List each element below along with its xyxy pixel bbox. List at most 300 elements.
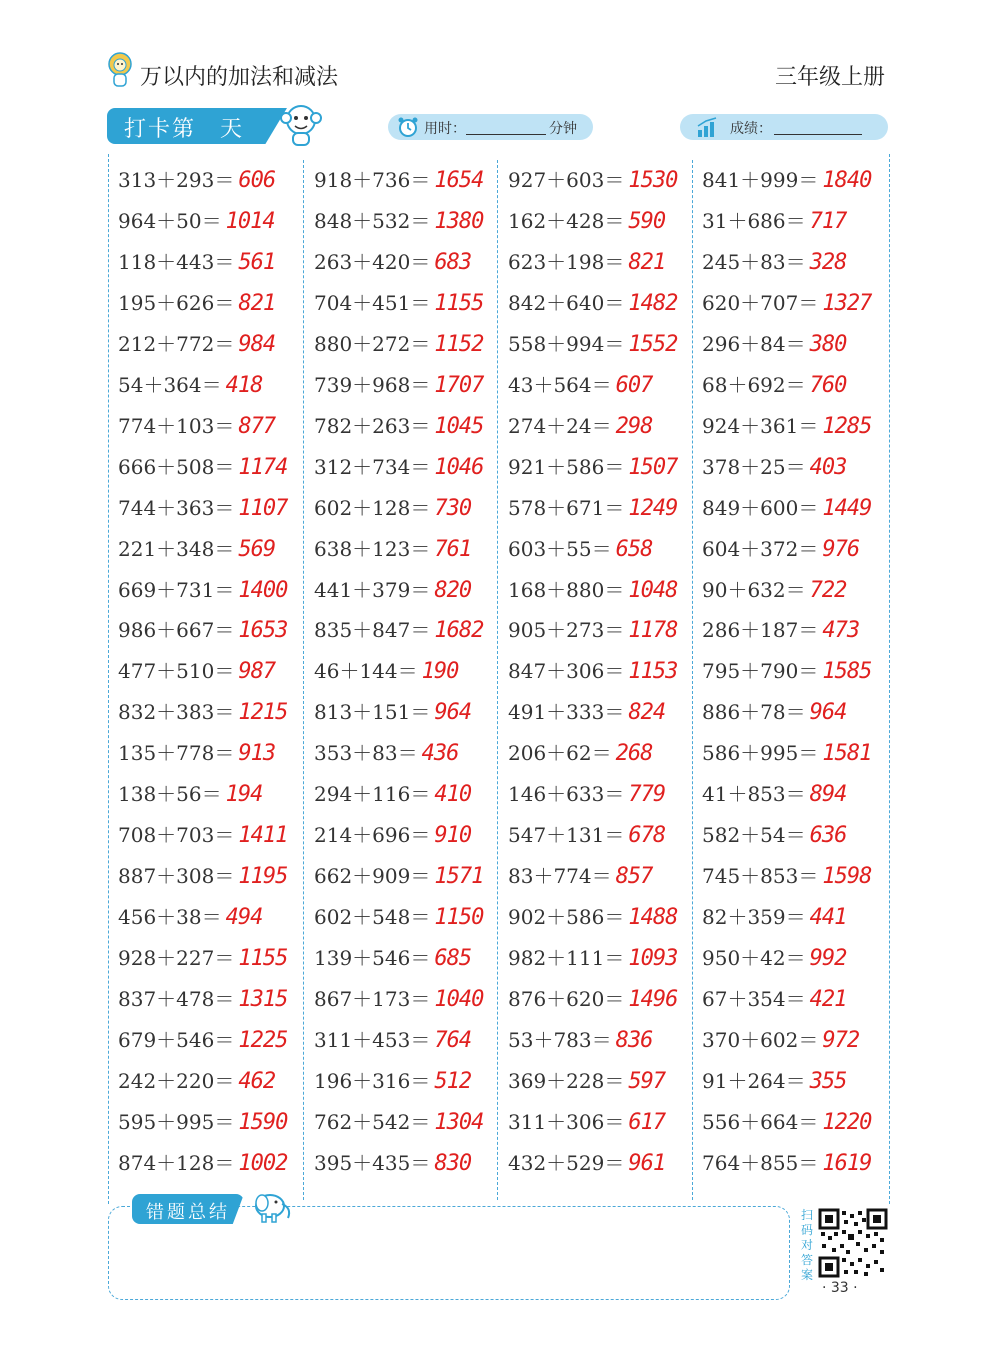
handwritten-answer[interactable]: 607 — [615, 372, 653, 398]
problem-item — [118, 574, 287, 603]
handwritten-answer[interactable]: 717 — [809, 208, 847, 234]
handwritten-answer[interactable]: 1488 — [628, 905, 678, 931]
time-input-line[interactable] — [466, 134, 546, 135]
handwritten-answer[interactable]: 1530 — [628, 168, 678, 193]
problem-item — [508, 1147, 665, 1176]
handwritten-answer[interactable]: 1400 — [238, 577, 288, 603]
handwritten-answer[interactable]: 1014 — [225, 208, 275, 234]
problem-item — [508, 246, 665, 275]
handwritten-answer[interactable]: 1093 — [628, 946, 678, 972]
problem-item — [508, 492, 677, 521]
problem-item — [702, 737, 871, 766]
handwritten-answer[interactable]: 512 — [434, 1068, 472, 1094]
handwritten-answer[interactable]: 1411 — [238, 823, 288, 849]
problem-item — [508, 1106, 665, 1135]
handwritten-answer[interactable]: 894 — [809, 782, 847, 808]
handwritten-answer[interactable]: 1304 — [434, 1109, 484, 1135]
problem-question: 928＋227＝ — [118, 946, 235, 971]
handwritten-answer[interactable]: 1619 — [822, 1150, 872, 1176]
problem-item — [508, 942, 677, 971]
handwritten-answer[interactable]: 1153 — [628, 659, 678, 685]
handwritten-answer[interactable]: 964 — [809, 700, 847, 726]
handwritten-answer[interactable]: 658 — [615, 536, 653, 562]
handwritten-answer[interactable]: 636 — [809, 823, 847, 849]
handwritten-answer[interactable]: 1707 — [434, 372, 484, 398]
handwritten-answer[interactable]: 1195 — [238, 864, 288, 890]
problem-item — [314, 164, 483, 193]
problem-question: 704＋451＝ — [314, 290, 431, 315]
problem-question: 604＋372＝ — [702, 536, 819, 561]
page-number: · 33 · — [822, 1280, 858, 1296]
handwritten-answer[interactable]: 1220 — [822, 1109, 872, 1135]
problem-question: 638＋123＝ — [314, 536, 431, 561]
problem-question: 83＋774＝ — [508, 864, 612, 889]
problem-item — [508, 328, 677, 357]
problem-item — [702, 983, 846, 1012]
checkin-label: 打卡第 天 — [124, 117, 245, 142]
handwritten-answer[interactable]: 1046 — [434, 454, 484, 480]
problem-question: 456＋38＝ — [118, 905, 222, 930]
handwritten-answer[interactable]: 1045 — [434, 413, 484, 439]
handwritten-answer[interactable]: 268 — [615, 741, 653, 767]
problem-item — [508, 819, 665, 848]
page-title: 万以内的加法和减法 — [140, 65, 339, 90]
handwritten-answer[interactable]: 761 — [434, 536, 472, 562]
problem-question: 867＋173＝ — [314, 987, 431, 1011]
lion-icon — [106, 52, 134, 88]
problem-item — [702, 574, 846, 603]
problem-question: 679＋546＝ — [118, 1027, 235, 1052]
problem-question: 556＋664＝ — [702, 1109, 819, 1134]
handwritten-answer[interactable]: 1590 — [238, 1109, 288, 1135]
problem-item — [314, 287, 483, 316]
handwritten-answer[interactable]: 190 — [421, 659, 459, 685]
handwritten-answer[interactable]: 821 — [628, 249, 666, 275]
handwritten-answer[interactable]: 1653 — [238, 618, 288, 644]
problem-question: 370＋602＝ — [702, 1027, 819, 1052]
handwritten-answer[interactable]: 964 — [434, 700, 472, 726]
problem-item — [118, 492, 287, 521]
problem-question: 964＋50＝ — [118, 208, 222, 233]
problem-item — [508, 164, 677, 193]
handwritten-answer[interactable]: 1150 — [434, 905, 484, 931]
handwritten-answer[interactable]: 298 — [615, 413, 653, 439]
problem-question: 395＋435＝ — [314, 1150, 431, 1175]
handwritten-answer[interactable]: 418 — [225, 372, 263, 398]
problem-question: 886＋78＝ — [702, 700, 806, 725]
problem-item — [314, 983, 483, 1012]
problem-question: 135＋778＝ — [118, 741, 235, 766]
problem-question: 927＋603＝ — [508, 168, 625, 192]
handwritten-answer[interactable]: 1225 — [238, 1027, 288, 1053]
handwritten-answer[interactable]: 961 — [628, 1150, 666, 1176]
handwritten-answer[interactable]: 617 — [628, 1109, 666, 1135]
problem-item — [118, 1106, 287, 1135]
problem-item — [314, 1106, 483, 1135]
problem-item — [702, 369, 846, 398]
problem-item — [508, 778, 665, 807]
problem-item — [702, 655, 871, 684]
handwritten-answer[interactable]: 1585 — [822, 659, 872, 685]
problem-item — [508, 369, 652, 398]
problem-item — [508, 1024, 652, 1053]
handwritten-answer[interactable]: 1107 — [238, 495, 288, 521]
problem-item — [118, 246, 275, 275]
problem-question: 138＋56＝ — [118, 782, 222, 807]
qr-code[interactable] — [818, 1208, 888, 1278]
problem-question: 837＋478＝ — [118, 987, 235, 1011]
problem-question: 558＋994＝ — [508, 331, 625, 356]
handwritten-answer[interactable]: 730 — [434, 495, 472, 521]
problem-item — [702, 451, 846, 480]
score-label: 成绩： — [730, 121, 772, 137]
handwritten-answer[interactable]: 821 — [238, 290, 276, 316]
problem-question: 294＋116＝ — [314, 782, 431, 807]
problem-item — [702, 533, 859, 562]
problem-item — [702, 901, 846, 930]
problem-question: 369＋228＝ — [508, 1068, 625, 1093]
handwritten-answer[interactable]: 1598 — [822, 864, 872, 890]
handwritten-answer[interactable]: 992 — [809, 946, 847, 972]
problem-question: 67＋354＝ — [702, 987, 806, 1011]
time-unit: 分钟 — [549, 121, 577, 137]
problem-question: 623＋198＝ — [508, 249, 625, 274]
handwritten-answer[interactable]: 569 — [238, 536, 276, 562]
problem-item — [314, 205, 483, 234]
handwritten-answer[interactable]: 1496 — [628, 987, 678, 1012]
handwritten-answer[interactable]: 1155 — [434, 290, 484, 316]
problem-question: 924＋361＝ — [702, 413, 819, 438]
problem-item — [702, 778, 846, 807]
problem-question: 43＋564＝ — [508, 372, 612, 397]
handwritten-answer[interactable]: 683 — [434, 249, 472, 275]
handwritten-answer[interactable]: 857 — [615, 864, 653, 890]
problem-item — [118, 778, 262, 807]
problem-question: 986＋667＝ — [118, 618, 235, 643]
problem-question: 832＋383＝ — [118, 700, 235, 725]
problem-question: 311＋306＝ — [508, 1109, 625, 1134]
handwritten-answer[interactable]: 760 — [809, 372, 847, 398]
problem-item — [314, 696, 471, 725]
problem-question: 744＋363＝ — [118, 495, 235, 520]
problem-item — [508, 614, 677, 643]
problem-question: 212＋772＝ — [118, 331, 235, 356]
handwritten-answer[interactable]: 764 — [434, 1027, 472, 1053]
problem-item — [702, 696, 846, 725]
handwritten-answer[interactable]: 494 — [225, 905, 263, 931]
problem-question: 263＋420＝ — [314, 249, 431, 274]
mistake-summary-label: 错题总结 — [146, 1202, 230, 1223]
handwritten-answer[interactable]: 462 — [238, 1068, 276, 1094]
handwritten-answer[interactable]: 328 — [809, 249, 847, 275]
problem-question: 782＋263＝ — [314, 413, 431, 438]
handwritten-answer[interactable]: 1048 — [628, 577, 678, 603]
problem-question: 842＋640＝ — [508, 290, 625, 315]
problem-question: 876＋620＝ — [508, 987, 625, 1011]
problem-question: 602＋548＝ — [314, 905, 431, 930]
problem-item — [702, 819, 846, 848]
bar-chart-icon — [696, 116, 720, 138]
problem-item — [118, 655, 275, 684]
problem-item — [702, 164, 871, 193]
handwritten-answer[interactable]: 1249 — [628, 495, 678, 521]
problem-item — [118, 205, 275, 234]
handwritten-answer[interactable]: 1449 — [822, 495, 872, 521]
handwritten-answer[interactable]: 436 — [421, 741, 459, 767]
problem-question: 849＋600＝ — [702, 495, 819, 520]
problem-item — [314, 655, 458, 684]
problem-question: 274＋24＝ — [508, 413, 612, 438]
problem-question: 90＋632＝ — [702, 577, 806, 602]
problem-item — [702, 860, 871, 889]
problem-item — [314, 778, 471, 807]
handwritten-answer[interactable]: 380 — [809, 331, 847, 357]
problem-question: 666＋508＝ — [118, 454, 235, 479]
problem-question: 902＋586＝ — [508, 905, 625, 930]
column-divider — [303, 160, 304, 1200]
problem-item — [118, 901, 262, 930]
problem-question: 739＋968＝ — [314, 372, 431, 397]
problem-item — [314, 819, 471, 848]
problem-question: 847＋306＝ — [508, 659, 625, 684]
problem-item — [118, 942, 287, 971]
handwritten-answer[interactable]: 355 — [809, 1068, 847, 1094]
problem-question: 313＋293＝ — [118, 168, 235, 192]
problem-question: 921＋586＝ — [508, 454, 625, 479]
handwritten-answer[interactable]: 836 — [615, 1027, 653, 1053]
problem-question: 982＋111＝ — [508, 946, 625, 971]
problem-question: 582＋54＝ — [702, 823, 806, 848]
problem-question: 620＋707＝ — [702, 290, 819, 315]
handwritten-answer[interactable]: 194 — [225, 782, 263, 808]
problem-item — [314, 901, 483, 930]
handwritten-answer[interactable]: 976 — [822, 536, 860, 562]
handwritten-answer[interactable]: 910 — [434, 823, 472, 849]
problem-question: 378＋25＝ — [702, 454, 806, 479]
problem-question: 764＋855＝ — [702, 1150, 819, 1175]
problem-item — [118, 737, 275, 766]
problem-question: 245＋83＝ — [702, 249, 806, 274]
problem-question: 848＋532＝ — [314, 208, 431, 233]
handwritten-answer[interactable]: 441 — [809, 905, 847, 931]
problem-item — [702, 410, 871, 439]
problem-question: 662＋909＝ — [314, 864, 431, 889]
problem-item — [508, 696, 665, 725]
handwritten-answer[interactable]: 987 — [238, 659, 276, 685]
handwritten-answer[interactable]: 403 — [809, 454, 847, 480]
handwritten-answer[interactable]: 972 — [822, 1027, 860, 1053]
problem-item — [314, 451, 483, 480]
handwritten-answer[interactable]: 820 — [434, 577, 472, 603]
problem-item — [314, 492, 471, 521]
handwritten-answer[interactable]: 830 — [434, 1150, 472, 1176]
problem-question: 441＋379＝ — [314, 577, 431, 602]
handwritten-answer[interactable]: 590 — [628, 208, 666, 234]
problem-question: 46＋144＝ — [314, 659, 418, 684]
problem-item — [118, 614, 287, 643]
handwritten-answer[interactable]: 685 — [434, 946, 472, 972]
problem-item — [702, 1065, 846, 1094]
handwritten-answer[interactable]: 824 — [628, 700, 666, 726]
problem-question: 841＋999＝ — [702, 168, 819, 192]
problem-question: 68＋692＝ — [702, 372, 806, 397]
problem-question: 669＋731＝ — [118, 577, 235, 602]
problem-question: 905＋273＝ — [508, 618, 625, 643]
problem-question: 53＋783＝ — [508, 1027, 612, 1052]
handwritten-answer[interactable]: 1002 — [238, 1150, 288, 1176]
problem-item — [118, 164, 275, 193]
problem-question: 887＋308＝ — [118, 864, 235, 889]
problem-question: 874＋128＝ — [118, 1150, 235, 1175]
problem-item — [118, 1065, 275, 1094]
handwritten-answer[interactable]: 984 — [238, 331, 276, 357]
problem-question: 118＋443＝ — [118, 249, 235, 274]
problem-question: 708＋703＝ — [118, 823, 235, 848]
problem-item — [702, 614, 859, 643]
problem-item — [702, 492, 871, 521]
problem-question: 195＋626＝ — [118, 290, 235, 315]
problem-question: 286＋187＝ — [702, 618, 819, 643]
problem-item — [702, 246, 846, 275]
handwritten-answer[interactable]: 1682 — [434, 618, 484, 644]
problem-item — [314, 737, 458, 766]
handwritten-answer[interactable]: 1840 — [822, 168, 872, 193]
handwritten-answer[interactable]: 779 — [628, 782, 666, 808]
problem-question: 602＋128＝ — [314, 495, 431, 520]
problem-item — [508, 533, 652, 562]
problem-question: 835＋847＝ — [314, 618, 431, 643]
problem-item — [314, 410, 483, 439]
problem-question: 214＋696＝ — [314, 823, 431, 848]
handwritten-answer[interactable]: 1482 — [628, 290, 678, 316]
problem-question: 578＋671＝ — [508, 495, 625, 520]
problem-item — [314, 1024, 471, 1053]
handwritten-answer[interactable]: 913 — [238, 741, 276, 767]
problem-item — [118, 369, 262, 398]
problem-item — [508, 737, 652, 766]
problem-question: 586＋995＝ — [702, 741, 819, 766]
problem-question: 491＋333＝ — [508, 700, 625, 725]
problem-question: 221＋348＝ — [118, 536, 235, 561]
handwritten-answer[interactable]: 1571 — [434, 864, 484, 890]
problem-item — [314, 328, 483, 357]
problem-question: 206＋62＝ — [508, 741, 612, 766]
problem-item — [118, 287, 275, 316]
problem-item — [118, 533, 275, 562]
handwritten-answer[interactable]: 473 — [822, 618, 860, 644]
handwritten-answer[interactable]: 1174 — [238, 454, 288, 480]
score-input-line[interactable] — [774, 134, 862, 135]
handwritten-answer[interactable]: 1315 — [238, 987, 288, 1012]
problem-item — [314, 574, 471, 603]
problem-question: 242＋220＝ — [118, 1068, 235, 1093]
problem-item — [702, 205, 846, 234]
problem-question: 54＋364＝ — [118, 372, 222, 397]
grade-label: 三年级上册 — [774, 65, 885, 90]
problem-item — [508, 410, 652, 439]
handwritten-answer[interactable]: 1654 — [434, 168, 484, 193]
problem-item — [314, 614, 483, 643]
handwritten-answer[interactable]: 1155 — [238, 946, 288, 972]
problem-question: 762＋542＝ — [314, 1109, 431, 1134]
handwritten-answer[interactable]: 1178 — [628, 618, 678, 644]
problem-question: 91＋264＝ — [702, 1068, 806, 1093]
problem-item — [508, 287, 677, 316]
handwritten-answer[interactable]: 678 — [628, 823, 666, 849]
problem-question: 432＋529＝ — [508, 1150, 625, 1175]
column-divider — [497, 160, 498, 1200]
problem-item — [508, 983, 677, 1012]
problem-item — [118, 696, 287, 725]
problem-question: 162＋428＝ — [508, 208, 625, 233]
handwritten-answer[interactable]: 1552 — [628, 331, 678, 357]
problem-question: 918＋736＝ — [314, 168, 431, 192]
alarm-clock-icon — [397, 116, 419, 138]
problem-item — [118, 1147, 287, 1176]
problem-question: 31＋686＝ — [702, 208, 806, 233]
problem-item — [314, 1065, 471, 1094]
problem-question: 795＋790＝ — [702, 659, 819, 684]
handwritten-answer[interactable]: 1507 — [628, 454, 678, 480]
handwritten-answer[interactable]: 1215 — [238, 700, 288, 726]
handwritten-answer[interactable]: 421 — [809, 987, 847, 1012]
problem-item — [314, 860, 483, 889]
problem-question: 41＋853＝ — [702, 782, 806, 807]
problem-question: 880＋272＝ — [314, 331, 431, 356]
problem-item — [118, 1024, 287, 1053]
problem-item — [508, 655, 677, 684]
problem-item — [702, 1147, 871, 1176]
time-label: 用时： — [424, 121, 466, 137]
problem-item — [508, 1065, 665, 1094]
problem-question: 168＋880＝ — [508, 577, 625, 602]
handwritten-answer[interactable]: 1285 — [822, 413, 872, 439]
problem-item — [314, 533, 471, 562]
problem-question: 296＋84＝ — [702, 331, 806, 356]
qr-label: 扫码对答案 — [800, 1208, 813, 1282]
problem-item — [702, 942, 846, 971]
handwritten-answer[interactable]: 1581 — [822, 741, 872, 767]
problem-item — [118, 410, 275, 439]
monkey-icon — [275, 100, 327, 148]
problem-item — [702, 328, 846, 357]
handwritten-answer[interactable]: 1327 — [822, 290, 872, 316]
problem-item — [508, 205, 665, 234]
handwritten-answer[interactable]: 877 — [238, 413, 276, 439]
problem-question: 146＋633＝ — [508, 782, 625, 807]
handwritten-answer[interactable]: 1152 — [434, 331, 484, 357]
problem-question: 813＋151＝ — [314, 700, 431, 725]
problem-question: 312＋734＝ — [314, 454, 431, 479]
problem-question: 595＋995＝ — [118, 1109, 235, 1134]
handwritten-answer[interactable]: 561 — [238, 249, 276, 275]
handwritten-answer[interactable]: 597 — [628, 1068, 666, 1094]
problem-item — [702, 1024, 859, 1053]
problem-item — [702, 287, 871, 316]
column-divider — [692, 160, 693, 1200]
problem-item — [118, 451, 287, 480]
handwritten-answer[interactable]: 606 — [238, 168, 276, 193]
handwritten-answer[interactable]: 1380 — [434, 208, 484, 234]
problem-item — [508, 451, 677, 480]
handwritten-answer[interactable]: 410 — [434, 782, 472, 808]
problem-item — [314, 246, 471, 275]
handwritten-answer[interactable]: 1040 — [434, 987, 484, 1012]
problem-item — [314, 1147, 471, 1176]
handwritten-answer[interactable]: 722 — [809, 577, 847, 603]
problem-question: 477＋510＝ — [118, 659, 235, 684]
problem-item — [314, 369, 483, 398]
